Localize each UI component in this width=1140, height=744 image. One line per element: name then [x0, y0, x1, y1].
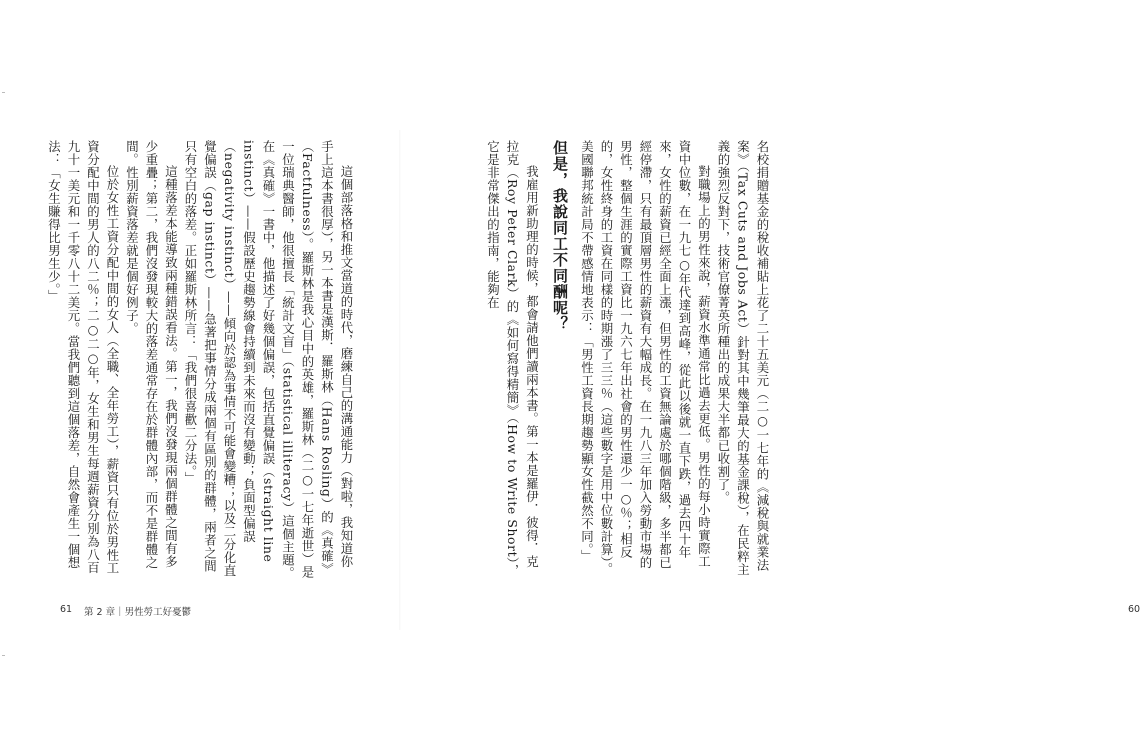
right-paragraph: 對職場上的男性來說，薪資水準通常比過去更低。男性的每小時實際工資中位數，在一九七○年代達到高峰，從此以後就一直下跌，過去四十年來，女性的薪資已經全面上漲，但男性的工資無論處於哪個階級，多半都已經停滯，只有最頂層男性的薪資有大幅成長。在一九八三年加入勞動市場的男性，整個生涯的實際工資比一九六七年出社會的男性還少一○％；相反的，女性終身的工資在同樣的時期漲了三三％（這些數字是用中位數計算）。美國聯邦統計局不帶感情地表示：「男性工資長期趨勢顯女性截然不同。」	[579, 140, 712, 576]
left-paragraph: 這個部落格和推文當道的時代，磨練自己的溝通能力（對啦，我知道你手上這本書很厚），另一本書是漢斯．羅斯林（Hans Rosling）的《真確》（Factfulness）。羅斯林是我心目中的英雄，羅斯林（二○一七年逝世）是一位瑞典醫師，他很擅長「統計文盲」（statistical illiteracy）這個主題。在《真確》一書中，他描述了好幾個偏誤，包括直覺偏誤（straight line instinct）——假設歷史趨勢線會持續到未來而沒有變動；負面型偏誤（negativity instinct）——傾向於認為事情不可能會變糟；以及二分化直覺偏誤（gap instinct）——急著把事情分成兩個有區別的群體，兩者之間只有空白的落差。正如羅斯林所言：「我們很喜歡二分法。」	[183, 140, 354, 580]
right-paragraph: 名校捐贈基金的稅收補貼上花了二十五美元（二○一七年的《減稅與就業法案》（Tax Cuts and Jobs Act）針對其中幾筆最大的基金課稅），在民粹主義的強烈反對下，技術官僚菁英所種出的成果大半都已收割了。	[716, 140, 770, 577]
left-paragraph: 位於女性工資分配中間的女人（全職、全年勞工），薪資只有位於男性工資分配中間的男人的八二％；二○二○年，女生和男生每週薪資分別為八百九十一美元和一千零八十二美元。當我們聽到這個落差，自然會產生一個想法：「女生賺得比男生少。」	[46, 140, 120, 575]
running-header: 第 2 章｜男性勞工好憂鬱	[84, 607, 192, 618]
left-paragraph: 這種落差本能導致兩種錯誤看法。第一，我們沒發現兩個群體之間有多少重疊；第二，我們沒發現較大的落差通常存在於群體內部，而不是群體之間。性別薪資落差就是個好例子。	[124, 140, 179, 569]
right-page-body	[482, 140, 772, 580]
scan-mark	[2, 655, 5, 656]
right-page	[400, 0, 1140, 744]
scan-mark	[2, 92, 5, 93]
left-page-body	[46, 140, 356, 580]
page-number-right: 60	[1128, 604, 1140, 615]
section-heading: 但是，我說同工不同酬呢？	[551, 140, 569, 332]
page-number-left: 61	[60, 604, 73, 615]
left-page	[0, 0, 400, 744]
right-paragraph: 我雇用新助理的時候，都會請他們讀兩本書。第一本是羅伊．彼得．克拉克（Roy Peter Clark）的《如何寫得精簡》（How to Write Short），它是非常傑出的指南，能夠在	[485, 140, 540, 578]
